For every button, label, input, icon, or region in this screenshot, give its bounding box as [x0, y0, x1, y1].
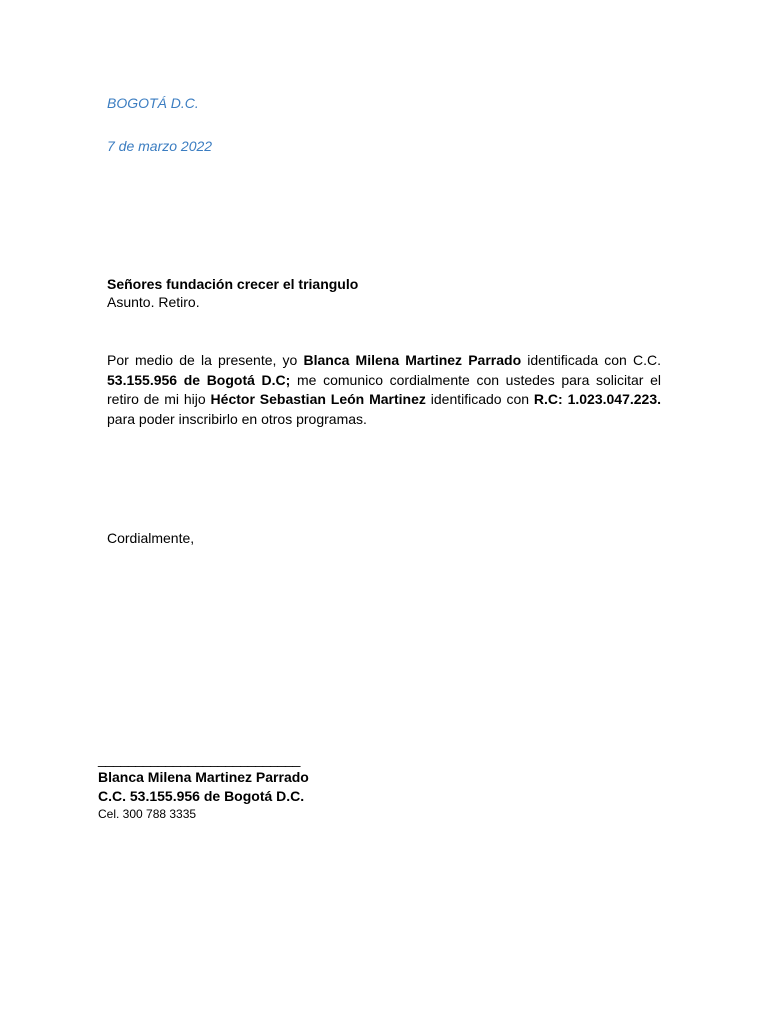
child-rc: R.C: 1.023.047.223. [533, 391, 661, 407]
body-text-1: Por medio de la presente, yo [107, 352, 304, 368]
body-text-2: identificada con C.C. [521, 352, 661, 368]
recipient-line: Señores fundación crecer el triangulo [107, 276, 359, 292]
body-text-3: me comunico cordialmente con ustedes para solicitar el retiro de mi hijo [107, 371, 662, 407]
closing-line: Cordialmente, [107, 530, 195, 546]
sender-id: 53.155.956 de Bogotá D.C; [107, 371, 291, 388]
child-name: Héctor Sebastian León Martinez [210, 391, 426, 407]
signer-id: C.C. 53.155.956 de Bogotá D.C. [98, 788, 305, 804]
body-paragraph [107, 351, 661, 429]
signature-line: ___________________________ [98, 751, 301, 767]
signer-name: Blanca Milena Martinez Parrado [98, 769, 309, 785]
city-heading: BOGOTÁ D.C. [107, 95, 199, 111]
body-text-4: identificado con [425, 391, 534, 407]
body-text-5: para poder inscribirlo en otros programas. [107, 410, 367, 427]
sender-name: Blanca Milena Martinez Parrado [303, 352, 522, 368]
subject-line: Asunto. Retiro. [107, 294, 200, 310]
signer-phone: Cel. 300 788 3335 [98, 807, 197, 821]
letter-date: 7 de marzo 2022 [107, 138, 213, 154]
